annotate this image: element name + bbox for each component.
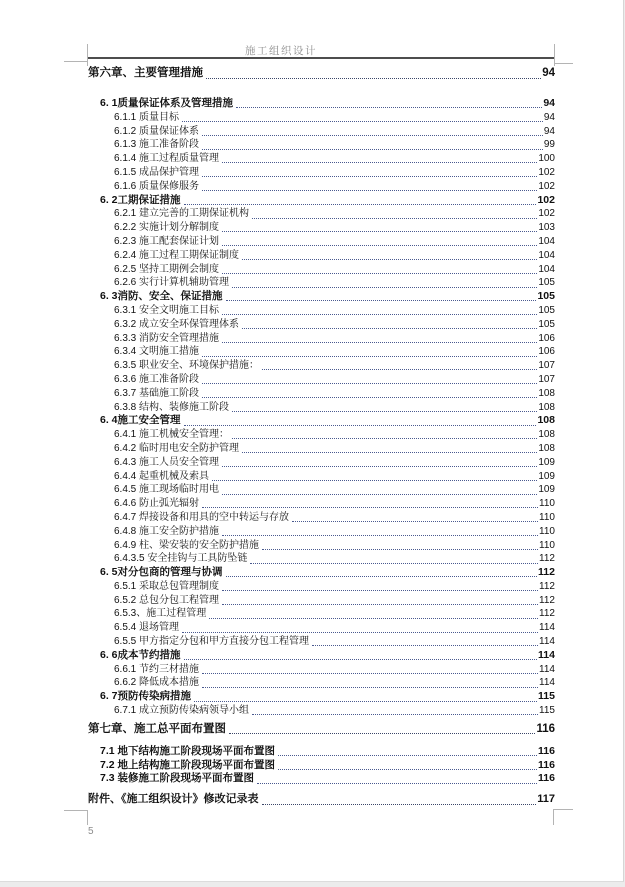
toc-dot-leader	[222, 604, 538, 605]
toc-entry-page: 94	[543, 111, 555, 123]
toc-entry[interactable]	[88, 456, 555, 470]
toc-entry-page: 112	[539, 580, 555, 592]
header-rule	[88, 57, 554, 59]
toc-entry-text: 6.3.7 基础施工阶段	[114, 387, 200, 399]
margin-crop-mark-bottom-right	[554, 809, 573, 810]
toc-entry-page: 115	[539, 705, 555, 717]
toc-dot-leader	[232, 411, 537, 412]
toc-entry-page: 108	[537, 414, 555, 427]
toc-entry[interactable]	[88, 792, 555, 807]
toc-entry-page: 108	[538, 429, 555, 441]
toc-dot-leader	[202, 176, 537, 177]
margin-crop-mark-top-left	[64, 61, 87, 62]
toc-dot-leader	[222, 590, 538, 591]
toc-dot-leader	[236, 107, 542, 108]
toc-dot-leader	[242, 328, 537, 329]
toc-entry[interactable]	[88, 235, 555, 249]
toc-entry-text: 6.5.1 采取总包管理制度	[114, 580, 220, 592]
toc-entry[interactable]	[88, 759, 555, 773]
toc-entry-page: 112	[538, 566, 555, 579]
toc-entry-page: 108	[538, 442, 555, 454]
toc-dot-leader	[222, 231, 537, 232]
toc-entry-text: 6.2.6 实行计算机辅助管理	[114, 277, 230, 289]
toc-dot-leader	[226, 576, 538, 577]
toc-entry-text: 6.3.2 成立安全环保管理体系	[114, 318, 240, 330]
toc-entry[interactable]	[88, 111, 555, 125]
toc-entry[interactable]	[88, 249, 555, 263]
toc-dot-leader	[182, 121, 543, 122]
toc-entry[interactable]	[88, 304, 555, 318]
toc-dot-leader	[312, 645, 538, 646]
toc-entry[interactable]	[88, 345, 555, 359]
toc-entry[interactable]	[88, 138, 555, 152]
toc-entry-text: 6.4.4 起重机械及索具	[114, 470, 210, 482]
toc-entry-page: 110	[539, 498, 555, 510]
toc-entry[interactable]	[88, 180, 555, 194]
toc-entry-page: 105	[537, 290, 555, 303]
footer-page-number: 5	[88, 826, 94, 837]
toc-entry[interactable]	[88, 359, 555, 373]
toc-entry-text: 6.4.9 柱、梁安装的安全防护措施	[114, 539, 260, 551]
toc-entry-page: 112	[539, 553, 555, 565]
toc-dot-leader	[202, 397, 537, 398]
toc-dot-leader	[202, 149, 543, 150]
toc-entry-text: 6. 4施工安全管理	[100, 414, 181, 427]
toc-dot-leader	[202, 383, 537, 384]
toc-entry-text: 6.2.3 施工配套保证计划	[114, 235, 220, 247]
margin-crop-mark-bottom-left	[87, 810, 88, 825]
toc-entry[interactable]	[88, 194, 555, 208]
toc-entry-text: 6.4.6 防止弧光辐射	[114, 498, 200, 510]
toc-dot-leader	[222, 466, 537, 467]
toc-entry-text: 6.4.2 临时用电安全防护管理	[114, 442, 240, 454]
toc-dot-leader	[209, 618, 538, 619]
toc-dot-leader	[242, 259, 537, 260]
toc-dot-leader	[262, 549, 538, 550]
toc-entry[interactable]	[88, 594, 555, 608]
toc-entry-text: 6.4.8 施工安全防护措施	[114, 525, 220, 537]
toc-entry[interactable]	[88, 635, 555, 649]
toc-entry-page: 112	[539, 608, 555, 620]
toc-entry-page: 116	[536, 722, 555, 735]
toc-dot-leader	[222, 314, 537, 315]
toc-entry-text: 6. 6成本节约措施	[100, 648, 181, 661]
toc-entry-page: 105	[538, 277, 555, 289]
toc-entry-text: 7.1 地下结构施工阶段现场平面布置图	[100, 744, 276, 757]
toc-entry[interactable]	[88, 511, 555, 525]
toc-entry[interactable]	[88, 97, 555, 111]
toc-entry-text: 6. 2工期保证措施	[100, 193, 181, 206]
toc-entry-page: 103	[538, 222, 555, 234]
toc-entry-text: 6.7.1 成立预防传染病领导小组	[114, 705, 250, 717]
toc-entry-text: 第六章、主要管理措施	[88, 67, 203, 79]
toc-entry-page: 114	[539, 663, 555, 675]
toc-dot-leader	[229, 733, 535, 734]
toc-dot-leader	[184, 204, 537, 205]
toc-entry-page: 116	[538, 758, 555, 771]
toc-entry-page: 116	[538, 772, 555, 785]
margin-crop-mark-top-right	[555, 63, 573, 64]
toc-entry-text: 6.3.5 职业安全、环境保护措施：	[114, 360, 260, 372]
margin-crop-mark-bottom-right	[553, 809, 554, 825]
toc-entry[interactable]	[88, 152, 555, 166]
toc-entry-text: 6.3.8 结构、装修施工阶段	[114, 401, 230, 413]
toc-dot-leader	[194, 701, 537, 702]
toc-entry-page: 94	[542, 67, 555, 79]
toc-entry-page: 112	[539, 594, 555, 606]
toc-entry[interactable]	[88, 221, 555, 235]
toc-entry[interactable]	[88, 276, 555, 290]
toc-entry[interactable]	[88, 676, 555, 690]
toc-entry[interactable]	[88, 207, 555, 221]
toc-entry[interactable]	[88, 373, 555, 387]
toc-dot-leader	[222, 535, 538, 536]
toc-entry-text: 6.2.4 施工过程工期保证制度	[114, 249, 240, 261]
toc-entry-page: 94	[543, 97, 555, 109]
toc-entry-text: 6.6.2 降低成本措施	[114, 677, 200, 689]
toc-dot-leader	[262, 804, 537, 805]
toc-entry-text: 6.1.4 施工过程质量管理	[114, 153, 220, 165]
toc-entry-text: 6.4.7 焊接设备和用具的空中转运与存放	[114, 511, 290, 523]
toc-entry[interactable]	[88, 414, 555, 428]
toc-entry-text: 6.1.2 质量保证体系	[114, 125, 200, 137]
toc-entry[interactable]	[88, 66, 555, 81]
toc-entry-text: 6.5.2 总包分包工程管理	[114, 594, 220, 606]
toc-entry-text: 6.2.1 建立完善的工期保证机构	[114, 208, 250, 220]
toc-list	[88, 62, 555, 807]
toc-entry-page: 105	[538, 318, 555, 330]
toc-entry-text: 6. 5对分包商的管理与协调	[100, 566, 223, 579]
toc-entry[interactable]	[88, 166, 555, 180]
toc-entry[interactable]	[88, 525, 555, 539]
toc-entry-text: 6.4.1 施工机械安全管理：	[114, 429, 230, 441]
toc-dot-leader	[252, 714, 538, 715]
toc-dot-leader	[202, 135, 543, 136]
toc-dot-leader	[278, 755, 537, 756]
toc-entry-page: 102	[538, 180, 555, 192]
toc-entry-text: 6.3.6 施工准备阶段	[114, 373, 200, 385]
toc-entry[interactable]	[88, 663, 555, 677]
toc-dot-leader	[250, 563, 538, 564]
toc-entry[interactable]	[88, 428, 555, 442]
toc-entry-text: 6.2.5 坚持工期例会制度	[114, 263, 220, 275]
toc-dot-leader	[202, 687, 538, 688]
toc-dot-leader	[202, 507, 538, 508]
toc-dot-leader	[222, 494, 537, 495]
toc-dot-leader	[232, 438, 537, 439]
toc-entry[interactable]	[88, 649, 555, 663]
toc-dot-leader	[242, 452, 537, 453]
toc-entry-text: 6.4.3 施工人员安全管理	[114, 456, 220, 468]
toc-entry[interactable]	[88, 722, 555, 737]
toc-entry-text: 6.1.5 成品保护管理	[114, 166, 200, 178]
toc-entry-page: 116	[538, 744, 555, 757]
toc-entry-text: 6.5.5 甲方指定分包和甲方直接分包工程管理	[114, 636, 310, 648]
toc-entry-page: 108	[538, 387, 555, 399]
toc-entry-text: 6.3.4 文明施工措施	[114, 346, 200, 358]
toc-entry[interactable]	[88, 580, 555, 594]
toc-entry-page: 106	[538, 332, 555, 344]
toc-entry-page: 114	[539, 636, 555, 648]
toc-entry[interactable]	[88, 442, 555, 456]
toc-entry-page: 104	[538, 249, 555, 261]
toc-entry[interactable]	[88, 772, 555, 786]
toc-dot-leader	[202, 673, 538, 674]
toc-entry[interactable]	[88, 539, 555, 553]
toc-entry-page: 114	[539, 677, 555, 689]
toc-dot-leader	[252, 218, 537, 219]
toc-entry-page: 114	[538, 648, 555, 661]
toc-entry-text: 6.1.6 质量保修服务	[114, 180, 200, 192]
toc-entry-page: 104	[538, 235, 555, 247]
toc-dot-leader	[202, 190, 537, 191]
toc-entry-text: 6.4.3.5 安全挂钩与工具防坠链	[114, 553, 248, 565]
toc-dot-leader	[206, 78, 541, 79]
margin-crop-mark-bottom-left	[64, 810, 88, 811]
toc-entry[interactable]	[88, 497, 555, 511]
toc-entry-page: 104	[538, 263, 555, 275]
toc-entry[interactable]	[88, 621, 555, 635]
toc-entry-text: 6.3.1 安全文明施工目标	[114, 304, 220, 316]
toc-dot-leader	[182, 632, 538, 633]
toc-entry-page: 102	[538, 208, 555, 220]
toc-dot-leader	[212, 480, 537, 481]
toc-entry-page: 105	[538, 304, 555, 316]
toc-dot-leader	[232, 287, 537, 288]
toc-entry[interactable]	[88, 332, 555, 346]
toc-entry[interactable]	[88, 607, 555, 621]
toc-entry[interactable]	[88, 401, 555, 415]
toc-dot-leader	[222, 273, 537, 274]
toc-dot-leader	[184, 425, 537, 426]
toc-entry[interactable]	[88, 690, 555, 704]
toc-entry[interactable]	[88, 704, 555, 718]
toc-entry[interactable]	[88, 470, 555, 484]
toc-entry[interactable]	[88, 318, 555, 332]
toc-dot-leader	[262, 369, 537, 370]
toc-entry-page: 110	[539, 539, 555, 551]
toc-entry-page: 110	[539, 511, 555, 523]
toc-entry[interactable]	[88, 263, 555, 277]
toc-dot-leader	[184, 659, 538, 660]
toc-entry[interactable]	[88, 745, 555, 759]
toc-entry[interactable]	[88, 290, 555, 304]
toc-entry-page: 115	[538, 690, 555, 703]
toc-entry-text: 7.2 地上结构施工阶段现场平面布置图	[100, 758, 276, 771]
toc-entry-text: 第七章、施工总平面布置图	[88, 722, 226, 735]
toc-dot-leader	[222, 245, 537, 246]
toc-entry[interactable]	[88, 552, 555, 566]
toc-entry-page: 109	[538, 456, 555, 468]
toc-entry-text: 6.5.4 退场管理	[114, 622, 180, 634]
toc-entry-text: 6. 1质量保证体系及管理措施	[100, 97, 234, 109]
toc-entry-page: 94	[543, 125, 555, 137]
toc-entry-text: 6.6.1 节约三材措施	[114, 663, 200, 675]
toc-entry-page: 102	[537, 193, 555, 206]
toc-entry-text: 6.4.5 施工现场临时用电	[114, 484, 220, 496]
toc-entry-text: 6.1.3 施工准备阶段	[114, 139, 200, 151]
toc-entry-text: 6.1.1 质量目标	[114, 111, 180, 123]
toc-entry[interactable]	[88, 387, 555, 401]
toc-entry-text: 6. 7预防传染病措施	[100, 690, 192, 703]
toc-entry-text: 6.3.3 消防安全管理措施	[114, 332, 220, 344]
toc-entry-text: 6.5.3、施工过程管理	[114, 608, 207, 620]
toc-entry-text: 6.2.2 实施计划分解制度	[114, 222, 220, 234]
toc-dot-leader	[202, 356, 537, 357]
toc-dot-leader	[226, 300, 537, 301]
toc-entry-text: 6. 3消防、安全、保证措施	[100, 290, 223, 303]
toc-dot-leader	[278, 769, 537, 770]
toc-entry[interactable]	[88, 483, 555, 497]
toc-entry-page: 99	[543, 139, 555, 151]
toc-dot-leader	[292, 521, 538, 522]
toc-entry-page: 100	[538, 153, 555, 165]
toc-entry-page: 110	[539, 525, 555, 537]
toc-entry-text: 7.3 装修施工阶段现场平面布置图	[100, 772, 255, 785]
toc-entry[interactable]	[88, 125, 555, 139]
toc-dot-leader	[257, 783, 537, 784]
toc-entry-page: 102	[538, 166, 555, 178]
toc-dot-leader	[222, 342, 537, 343]
toc-dot-leader	[222, 162, 537, 163]
toc-entry-page: 106	[538, 346, 555, 358]
toc-entry-page: 109	[538, 484, 555, 496]
toc-entry-page: 107	[538, 360, 555, 372]
toc-entry-page: 109	[538, 470, 555, 482]
toc-entry-page: 114	[539, 622, 555, 634]
toc-entry[interactable]	[88, 566, 555, 580]
toc-entry-page: 117	[537, 793, 555, 806]
toc-entry-page: 108	[538, 401, 555, 413]
toc-entry-page: 107	[538, 373, 555, 385]
toc-entry-text: 附件、《施工组织设计》修改记录表	[88, 793, 259, 806]
page-header-title: 施工组织设计	[245, 45, 317, 57]
